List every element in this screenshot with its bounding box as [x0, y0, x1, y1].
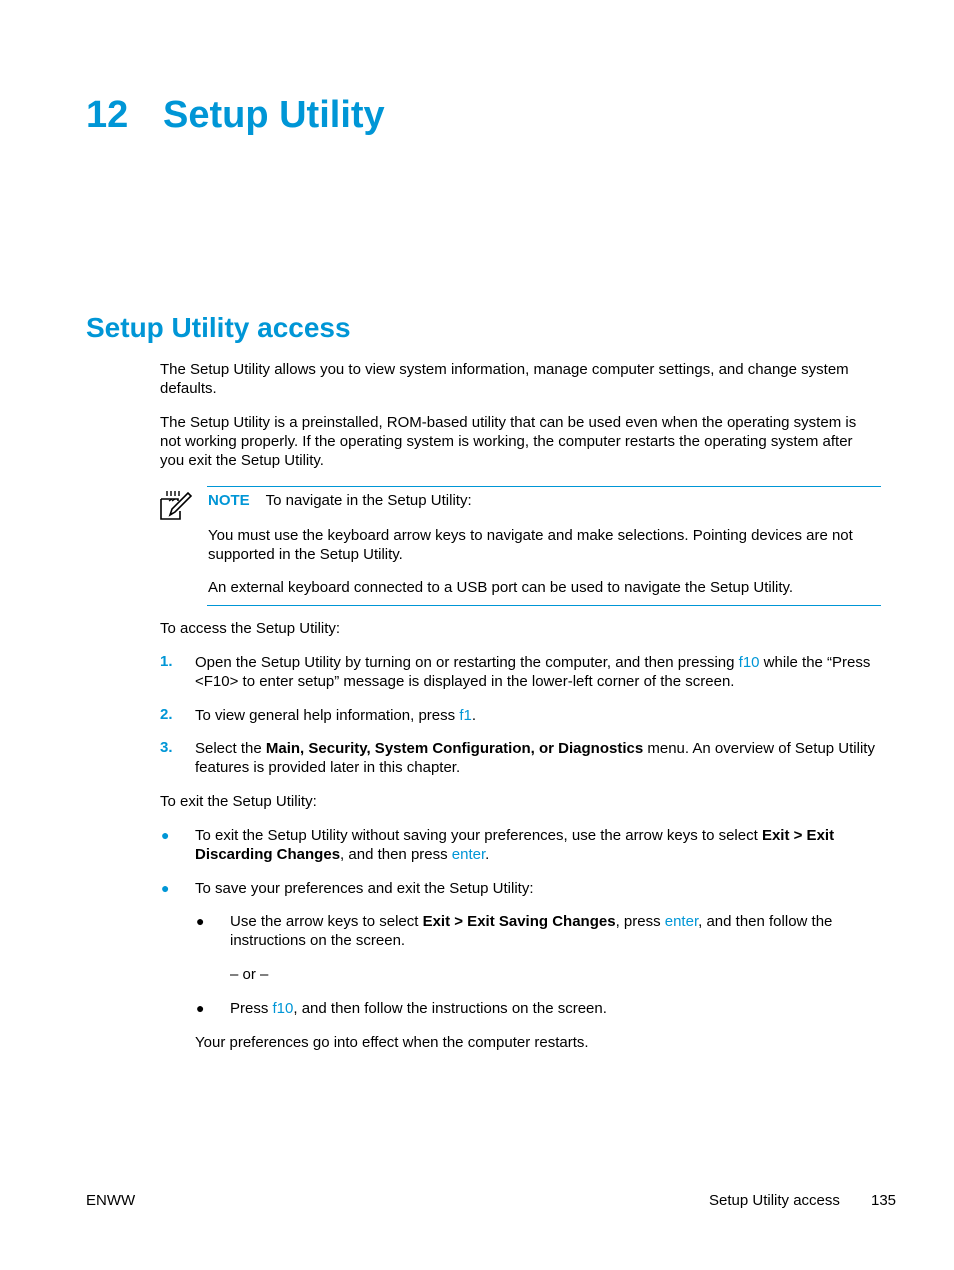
sub-bullet-icon: ● — [196, 1000, 205, 1016]
note-label: NOTE — [208, 492, 250, 509]
bullet-icon: ● — [161, 827, 170, 843]
exit-intro: To exit the Setup Utility: — [160, 793, 317, 810]
footer-section: Setup Utility access — [709, 1192, 840, 1209]
exit-bullet-1: To exit the Setup Utility without saving your preferences, use the arrow keys to select Exit > Exit Discarding Changes, and then press enter. — [195, 827, 835, 863]
chapter-heading — [86, 94, 385, 137]
exit-sub-bullet-1: Use the arrow keys to select Exit > Exit Saving Changes, press enter, and then follow the instructions on the screen. — [230, 913, 833, 949]
key-f1: f1 — [459, 707, 472, 724]
footer-page-number: 135 — [871, 1192, 897, 1209]
note-paragraph-1: You must use the keyboard arrow keys to navigate and make selections. Pointing devices are not supported in the Setup Utility. — [208, 527, 853, 563]
bullet-icon: ● — [161, 880, 170, 896]
key-f10: f10 — [272, 1000, 294, 1017]
key-enter: enter — [664, 913, 699, 930]
step-3-text: Select the Main, Security, System Configuration, or Diagnostics menu. An overview of Setup Utility features is provided later in this chapter. — [195, 740, 875, 776]
step-number: 2. — [160, 706, 173, 723]
note-paragraph-2: An external keyboard connected to a USB port can be used to navigate the Setup Utility. — [208, 579, 794, 596]
key-f10: f10 — [738, 654, 760, 671]
intro-paragraph-1: The Setup Utility allows you to view system information, manage computer settings, and change system defaults. — [160, 361, 849, 397]
step-number: 1. — [160, 653, 173, 670]
section-title: Setup Utility access — [86, 312, 351, 343]
step-number: 3. — [160, 739, 173, 756]
footer-left: ENWW — [86, 1192, 136, 1209]
key-enter: enter — [451, 846, 486, 863]
closing-paragraph: Your preferences go into effect when the computer restarts. — [195, 1034, 589, 1051]
menu-names: Main, Security, System Configuration, or Diagnostics — [265, 740, 644, 757]
note-icon — [158, 489, 192, 521]
note-bottom-rule — [207, 605, 881, 606]
or-separator: – or – — [230, 966, 269, 983]
note-heading — [208, 492, 472, 509]
exit-bullet-2: To save your preferences and exit the Setup Utility: — [195, 880, 534, 897]
intro-paragraph-2: The Setup Utility is a preinstalled, ROM-based utility that can be used even when the operating system is not working properly. If the operating system is working, the computer restarts the operating system after you exit the Setup Utility. — [160, 414, 857, 469]
note-heading-text: To navigate in the Setup Utility: — [265, 492, 472, 509]
step-2-text: To view general help information, press f1. — [195, 707, 476, 724]
note-top-rule — [207, 486, 881, 487]
chapter-title: Setup Utility — [163, 94, 385, 136]
chapter-number: 12 — [86, 94, 129, 136]
step-1-text: Open the Setup Utility by turning on or restarting the computer, and then pressing f10 while the “Press <F10> to enter setup” message is displayed in the lower-left corner of the screen. — [195, 654, 871, 690]
exit-sub-bullet-2: Press f10, and then follow the instructions on the screen. — [230, 1000, 607, 1017]
access-intro: To access the Setup Utility: — [160, 620, 341, 637]
sub-bullet-icon: ● — [196, 913, 205, 929]
